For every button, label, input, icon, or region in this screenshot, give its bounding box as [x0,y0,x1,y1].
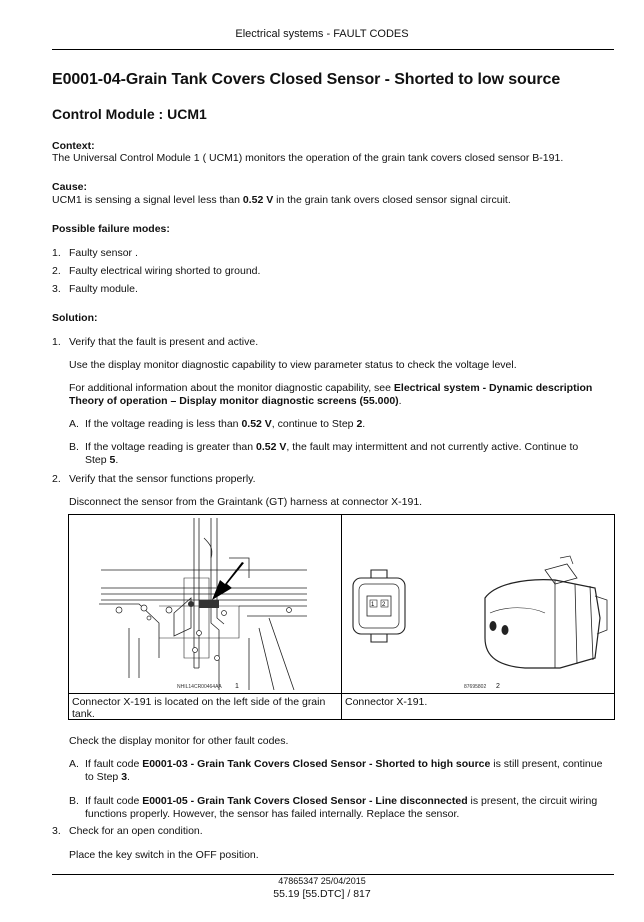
control-module-value: UCM1 [167,106,207,122]
failure-mode-item: Faulty electrical wiring shorted to ground. [69,265,261,277]
step-2-paragraph-2: Check the display monitor for other fault codes. [69,735,289,747]
context-text: The Universal Control Module 1 ( UCM1) monitors the operation of the grain tank covers closed sensor B-191. [52,152,564,164]
figure-caption-divider [69,693,614,694]
section-header: Electrical systems - FAULT CODES [235,28,409,40]
cause-heading: Cause: [52,181,88,193]
step-number: 2. [52,473,61,485]
connector-x191-drawing [345,518,611,690]
failure-mode-number: 3. [52,283,61,295]
step-1-reference: For additional information about the monitor diagnostic capability, see Electrical system - Dynamic description Theory of operation – Display monitor diagnostic screens (55.000). [69,382,593,407]
step-2-paragraph: Disconnect the sensor from the Graintank (GT) harness at connector X-191. [69,496,423,508]
reference-link[interactable]: Theory of operation – Display monitor diagnostic screens (55.000) [69,395,399,407]
failure-mode-number: 2. [52,265,61,277]
figure-table [68,514,615,720]
fault-code-title: E0001-04-Grain Tank Covers Closed Sensor - Shorted to low source [52,71,561,88]
step-1b-text: If the voltage reading is greater than 0.52 V, the fault may intermittent and not currently active. Continue to Step 5. [85,441,579,466]
substep-letter: A. [69,418,79,430]
footer-document-id: 47865347 25/04/2015 [278,876,366,886]
figure-number: 1 [235,683,239,690]
figure-2-caption: Connector X-191. [345,696,428,708]
substep-letter: B. [69,795,79,807]
step-1-text: Verify that the fault is present and active. [69,336,259,348]
cause-text: UCM1 is sensing a signal level less than 0.52 V in the grain tank overs closed sensor signal circuit. [52,194,511,206]
svg-text:1: 1 [371,602,375,608]
failure-modes-heading: Possible failure modes: [52,223,170,235]
step-3-paragraph: Place the key switch in the OFF position. [69,849,259,861]
figure-id: NHIL14CR00464AA [177,684,222,690]
failure-mode-item: Faulty sensor . [69,247,138,259]
step-2-text: Verify that the sensor functions properly. [69,473,256,485]
figure-number: 2 [496,683,500,690]
control-module [52,106,207,122]
step-1-paragraph: Use the display monitor diagnostic capability to view parameter status to check the voltage level. [69,359,517,371]
step-number: 1. [52,336,61,348]
figure-id: 87695802 [464,684,487,690]
step-3-text: Check for an open condition. [69,825,203,837]
step-1a-text: If the voltage reading is less than 0.52 V, continue to Step 2. [85,418,366,430]
step-number: 3. [52,825,61,837]
failure-mode-number: 1. [52,247,61,259]
footer-page-number: 55.19 [55.DTC] / 817 [273,888,371,900]
step-2a-text: If fault code E0001-03 - Grain Tank Covers Closed Sensor - Shorted to high source is still present, continue to Step 3. [85,758,603,783]
failure-mode-item: Faulty module. [69,283,138,295]
control-module-label: Control Module : [52,106,164,122]
footer-rule [52,874,614,875]
header-rule [52,49,614,50]
svg-text:2: 2 [382,602,386,608]
solution-heading: Solution: [52,312,98,324]
context-heading: Context: [52,140,95,152]
figure-column-divider [341,515,342,719]
substep-letter: A. [69,758,79,770]
figure-1-caption: Connector X-191 is located on the left side of the grain tank. [72,696,326,720]
step-2b-text: If fault code E0001-05 - Grain Tank Covers Closed Sensor - Line disconnected is present, the circuit wiring functions properly. However, the sensor has failed internally. Replace the sensor. [85,795,598,820]
connector-location-drawing [99,518,309,690]
reference-link[interactable]: Electrical system - Dynamic description [393,382,593,394]
substep-letter: B. [69,441,79,453]
